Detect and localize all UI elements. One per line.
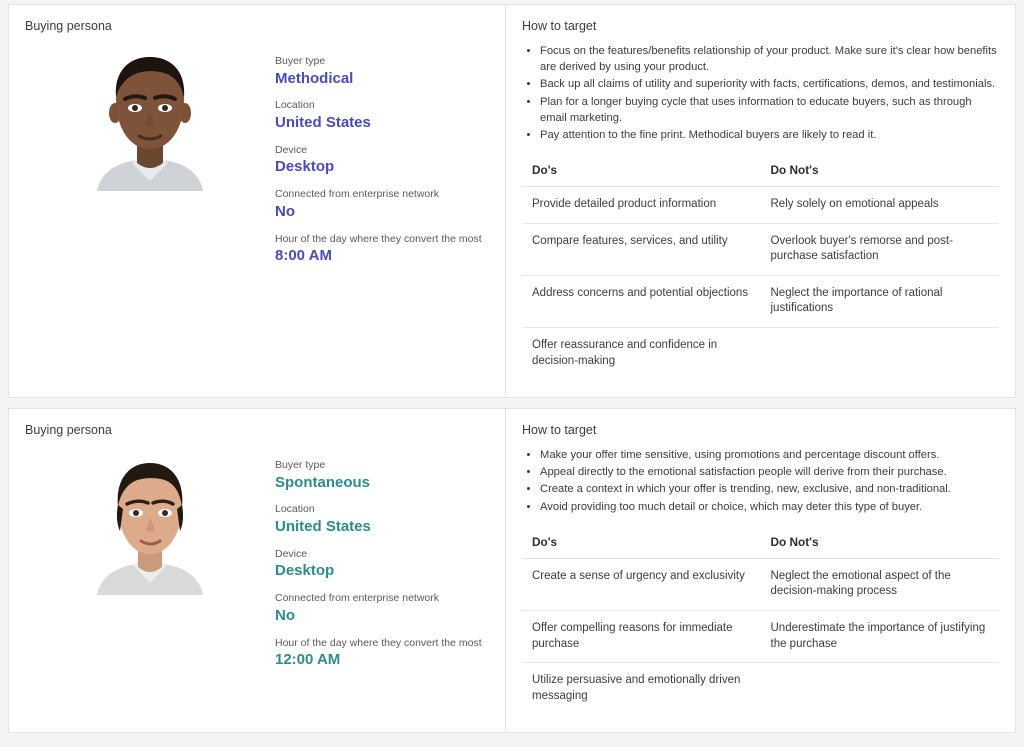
attribute-label: Hour of the day where they convert the most xyxy=(275,232,482,245)
attribute-label: Buyer type xyxy=(275,459,326,472)
attribute-conversion-hour xyxy=(275,233,489,266)
table-header-row xyxy=(522,531,999,559)
cell-dont: Neglect the importance of rational justifications xyxy=(761,275,1000,327)
cell-do: Offer reassurance and confidence in decision-making xyxy=(532,338,718,367)
list-item: • Focus on the features/benefits relationship of your product. Make sure it's clear how benefits are derived by using your product. xyxy=(540,43,999,75)
dos-donts-table xyxy=(522,159,999,379)
table-header-row xyxy=(522,159,999,187)
buying-persona-panel xyxy=(9,5,506,397)
attribute-value: Spontaneous xyxy=(275,473,371,491)
attribute-location xyxy=(275,99,489,132)
cell-dont xyxy=(761,663,1000,715)
persona-body xyxy=(25,43,489,277)
attribute-label: Hour of the day where they convert the most xyxy=(275,636,482,649)
panel-title: Buying persona xyxy=(25,19,112,33)
dos-donts-table xyxy=(522,531,999,714)
cell-dont: Rely solely on emotional appeals xyxy=(761,187,1000,224)
attribute-value: 8:00 AM xyxy=(275,247,332,265)
attribute-value: United States xyxy=(275,114,371,132)
panel-title: How to target xyxy=(522,19,597,33)
cell-dont xyxy=(761,327,1000,379)
cell-dont: Underestimate the importance of justifying the purchase xyxy=(761,610,1000,662)
attribute-label: Device xyxy=(275,143,308,156)
attribute-label: Connected from enterprise network xyxy=(275,188,439,201)
table-row xyxy=(522,327,999,379)
avatar xyxy=(25,455,275,595)
column-header-donts: Do Not's xyxy=(761,159,1000,187)
attribute-location xyxy=(275,503,489,536)
table-row xyxy=(522,558,999,610)
cell-dont: Overlook buyer's remorse and post-purchase satisfaction xyxy=(761,223,1000,275)
targeting-tips-list xyxy=(522,43,999,143)
persona-card xyxy=(8,4,1016,398)
column-header-dos: Do's xyxy=(522,531,761,559)
panel-title: How to target xyxy=(522,423,597,438)
attribute-value: Methodical xyxy=(275,69,354,87)
attribute-label: Location xyxy=(275,503,315,516)
attribute-value: 12:00 AM xyxy=(275,651,341,669)
table-row xyxy=(522,663,999,715)
avatar xyxy=(25,51,275,191)
how-to-target-panel xyxy=(506,5,1015,397)
list-item: • Avoid providing too much detail or choice, which may deter this type of buyer. xyxy=(540,499,999,515)
panel-title: Buying persona xyxy=(25,423,112,438)
persona-body xyxy=(25,447,489,681)
persona-attributes xyxy=(275,51,489,277)
list-item: • Create a context in which your offer is trending, new, exclusive, and non-traditional. xyxy=(540,481,999,497)
how-to-target-panel xyxy=(506,409,1015,732)
list-item: • Make your offer time sensitive, using promotions and percentage discount offers. xyxy=(540,447,999,463)
attribute-buyer-type xyxy=(275,55,489,88)
attribute-value: Desktop xyxy=(275,158,335,176)
attribute-enterprise-network xyxy=(275,592,489,625)
table-row xyxy=(522,187,999,224)
cell-do: Address concerns and potential objections xyxy=(522,275,761,327)
table-row xyxy=(522,610,999,662)
cell-do: Compare features, services, and utility xyxy=(522,223,761,275)
table-row xyxy=(522,275,999,327)
attribute-label: Device xyxy=(275,547,308,560)
column-header-donts: Do Not's xyxy=(761,531,1000,559)
cell-do: Utilize persuasive and emotionally driven messaging xyxy=(532,674,741,702)
persona-attributes xyxy=(275,455,489,681)
persona-avatar-methodical xyxy=(87,51,213,191)
attribute-label: Buyer type xyxy=(275,55,326,67)
list-item: • Back up all claims of utility and superiority with facts, certifications, demos, and testimonials. xyxy=(540,76,999,92)
attribute-value: No xyxy=(275,202,295,220)
attribute-label: Connected from enterprise network xyxy=(275,592,439,605)
cell-do: Provide detailed product information xyxy=(522,187,761,224)
table-row xyxy=(522,223,999,275)
column-header-dos: Do's xyxy=(522,159,761,187)
attribute-conversion-hour xyxy=(275,637,489,670)
persona-card xyxy=(8,408,1016,733)
targeting-tips-list xyxy=(522,447,999,515)
buying-persona-panel xyxy=(9,409,506,732)
cell-do: Create a sense of urgency and exclusivity xyxy=(522,558,761,610)
list-item: • Plan for a longer buying cycle that uses information to educate buyers, such as through email marketing. xyxy=(540,94,999,126)
attribute-enterprise-network xyxy=(275,188,489,221)
attribute-value: Desktop xyxy=(275,562,335,580)
cell-do: Offer compelling reasons for immediate purchase xyxy=(522,610,761,662)
list-item: • Pay attention to the fine print. Methodical buyers are likely to read it. xyxy=(540,127,999,143)
attribute-device xyxy=(275,548,489,581)
list-item: • Appeal directly to the emotional satisfaction people will derive from their purchase. xyxy=(540,464,999,480)
attribute-buyer-type xyxy=(275,459,489,492)
cell-dont: Neglect the emotional aspect of the decision-making process xyxy=(761,558,1000,610)
persona-avatar-spontaneous xyxy=(87,455,213,595)
attribute-label: Location xyxy=(275,99,315,112)
attribute-value: No xyxy=(275,606,295,624)
attribute-device xyxy=(275,144,489,177)
attribute-value: United States xyxy=(275,518,371,536)
